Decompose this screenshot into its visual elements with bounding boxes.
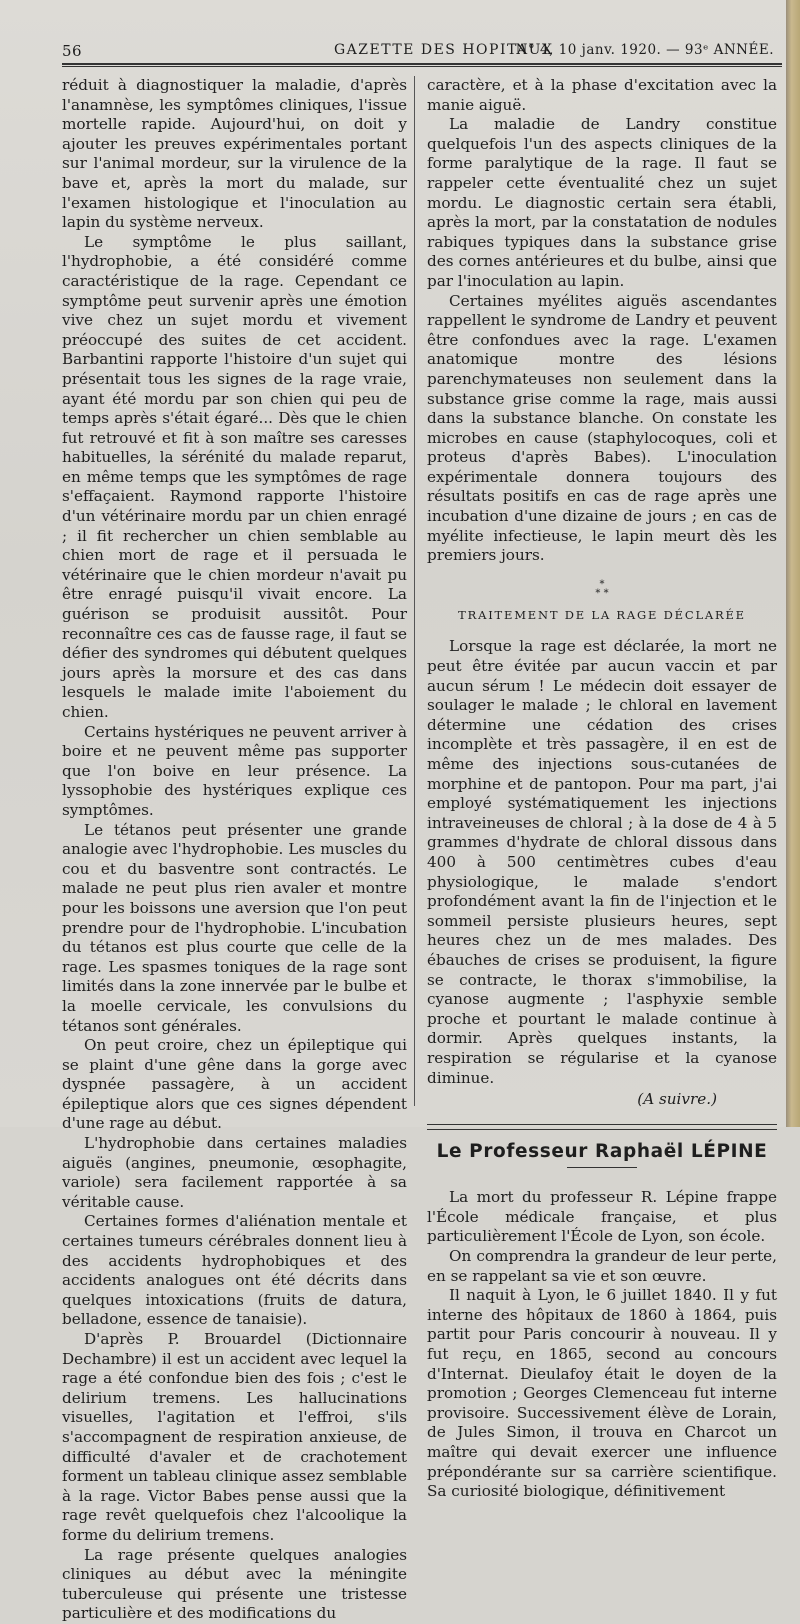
to-be-continued: (A suivre.): [637, 1090, 717, 1109]
paragraph: caractère, et à la phase d'excitation avec la manie aiguë.: [427, 76, 777, 114]
paragraph: La rage présente quelques analogies cliniques au début avec la méningite tuberculeuse qui présente une tristesse particulière et des modifications du: [62, 1545, 407, 1623]
paragraph: Lorsque la rage est déclarée, la mort ne peut être évitée par aucun vaccin et par aucun sérum ! Le médecin doit essayer de soulager le malade ; le chloral en lavement détermine une cédation des crises incomplète et très passagère, il en est de même des injections sous-cutanées de morphine et de pantopon. Pour ma part, j'ai employé systématiquement les injections intraveineuses de chloral ; à la dose de 4 à 5 grammes d'hydrate de chloral dissous dans 400 à 500 centimètres cubes d'eau physiologique, le malade s'endort profondément avant la fin de l'injection et le sommeil persiste plusieurs heures, sept heures chez un de mes malades. Des ébauches de crises se produisent, la figure se contracte, le thorax s'immobilise, la cyanose augmente ; l'asphyxie semble proche et pourtant le malade continue à dormir. Après quelques instants, la respiration se régularise et la cyanose diminue.: [427, 637, 777, 1087]
paragraph: On peut croire, chez un épileptique qui se plaint d'une gêne dans la gorge avec dyspnée passagère, à un accident épileptique alors que ces signes dépendent d'une rage au début.: [62, 1036, 407, 1133]
right-column: [427, 76, 777, 1502]
left-column: [62, 76, 407, 1624]
title-underline: [567, 1167, 637, 1168]
asterism-divider: * * *: [595, 578, 609, 599]
paragraph: On comprendra la grandeur de leur perte, en se rappelant sa vie et son œuvre.: [427, 1247, 777, 1285]
paragraph: La maladie de Landry constitue quelquefois l'un des aspects cliniques de la forme paralytique de la rage. Il faut se rappeler cette éventualité chez un sujet mordu. Le diagnostic certain sera établi, après la mort, par la constatation de nodules rabiques typiques dans la substance grise des cornes antérieures et du bulbe, ainsi que par l'inoculation au lapin.: [427, 115, 777, 290]
journal-title: GAZETTE DES HOPITAUX: [334, 42, 554, 58]
paragraph: La mort du professeur R. Lépine frappe l'École médicale française, et plus particulièrement l'École de Lyon, son école.: [427, 1188, 777, 1246]
page-edge: [786, 0, 800, 1127]
paragraph: L'hydrophobie dans certaines maladies aiguës (angines, pneumonie, œsophagite, variole) sera facilement rapportée à sa véritable cause.: [62, 1134, 407, 1211]
obituary-title: Le Professeur Raphaël LÉPINE: [436, 1140, 768, 1162]
header-rule: [62, 63, 782, 67]
paragraph: réduit à diagnostiquer la maladie, d'après l'anamnèse, les symptômes cliniques, l'issue mortelle rapide. Aujourd'hui, on doit y ajouter les preuves expérimentales portant sur l'animal mordeur, sur la virulence de la bave et, après la mort du malade, sur l'examen histologique et l'inoculation au lapin du système nerveux.: [62, 76, 407, 232]
paragraph: Le tétanos peut présenter une grande analogie avec l'hydrophobie. Les muscles du cou et du basventre sont contractés. Le malade ne peut plus rien avaler et montre pour les boissons une aversion que l'on peut prendre pour de l'hydrophobie. L'incubation du tétanos est plus courte que celle de la rage. Les spasmes toniques de la rage sont limités dans la zone innervée par le bulbe et la moelle cervicale, les convulsions du tétanos sont générales.: [62, 820, 407, 1035]
issue-info: N° 4, 10 janv. 1920. — 93ᵉ ANNÉE.: [515, 42, 774, 58]
page-number: 56: [62, 42, 83, 60]
column-separator: [414, 76, 415, 1106]
paragraph: Certains hystériques ne peuvent arriver à boire et ne peuvent même pas supporter que l'on boive en leur présence. La lyssophobie des hystériques explique ces symptômes.: [62, 722, 407, 819]
paragraph: D'après P. Brouardel (Dictionnaire Dechambre) il est un accident avec lequel la rage a été confondue bien des fois ; c'est le delirium tremens. Les hallucinations visuelles, l'agitation et l'effroi, s'ils s'accompagnent de respiration anxieuse, de difficulté d'avaler et de crachotement forment un tableau clinique assez semblable à la rage. Victor Babes pense aussi que la rage revêt quelquefois chez l'alcoolique la forme du delirium tremens.: [62, 1330, 407, 1544]
paragraph: Le symptôme le plus saillant, l'hydrophobie, a été considéré comme caractéristique de la rage. Cependant ce symptôme peut survenir après une émotion vive chez un sujet mordu et vivement préoccupé des suites de cet accident. Barbantini rapporte l'histoire d'un sujet qui présentait tous les signes de la rage vraie, ayant été mordu par son chien qui peu de temps après s'était égaré... Dès que le chien fut retrouvé et fit à son maître ses caresses habituelles, la sérénité du malade reparut, en même temps que les symptômes de rage s'effaçaient. Raymond rapporte l'histoire d'un vétérinaire mordu par un chien enragé ; il fit rechercher un chien semblable au chien mort de rage et il persuada le vétérinaire que le chien mordeur n'avait pu être enragé puisqu'il vivait encore. La guérison se produisit aussitôt. Pour reconnaître ces cas de fausse rage, il faut se défier des syndromes qui débutent quelques jours après la morsure et des cas dans lesquels le malade imite l'aboiement du chien.: [62, 232, 407, 721]
page-header: [62, 36, 782, 62]
section-heading: TRAITEMENT DE LA RAGE DÉCLARÉE: [458, 607, 746, 622]
paragraph: Certaines myélites aiguës ascendantes rappellent le syndrome de Landry et peuvent être confondues avec la rage. L'examen anatomique montre des lésions parenchymateuses non seulement dans la substance grise comme la rage, mais aussi dans la substance blanche. On constate les microbes en cause (staphylocoques, coli et proteus d'après Babes). L'inoculation expérimentale donnera toujours des résultats positifs en cas de rage après une incubation d'une dizaine de jours ; en cas de myélite infectieuse, le lapin meurt dès les premiers jours.: [427, 291, 777, 565]
paragraph: Il naquit à Lyon, le 6 juillet 1840. Il y fut interne des hôpitaux de 1860 à 1864, puis partit pour Paris concourir à nouveau. Il y fut reçu, en 1865, second au concours d'Internat. Dieulafoy était le doyen de la promotion ; Georges Clemenceau fut interne provisoire. Successivement élève de Lorain, de Jules Simon, il trouva en Charcot un maître qui devait exercer une influence prépondérante sur sa carrière scientifique. Sa curiosité biologique, définitivement: [427, 1286, 777, 1501]
paragraph: Certaines formes d'aliénation mentale et certaines tumeurs cérébrales donnent lieu à des accidents hydrophobiques et des accidents analogues ont été décrits dans quelques intoxications (fruits de datura, belladone, essence de tanaisie).: [62, 1212, 407, 1329]
